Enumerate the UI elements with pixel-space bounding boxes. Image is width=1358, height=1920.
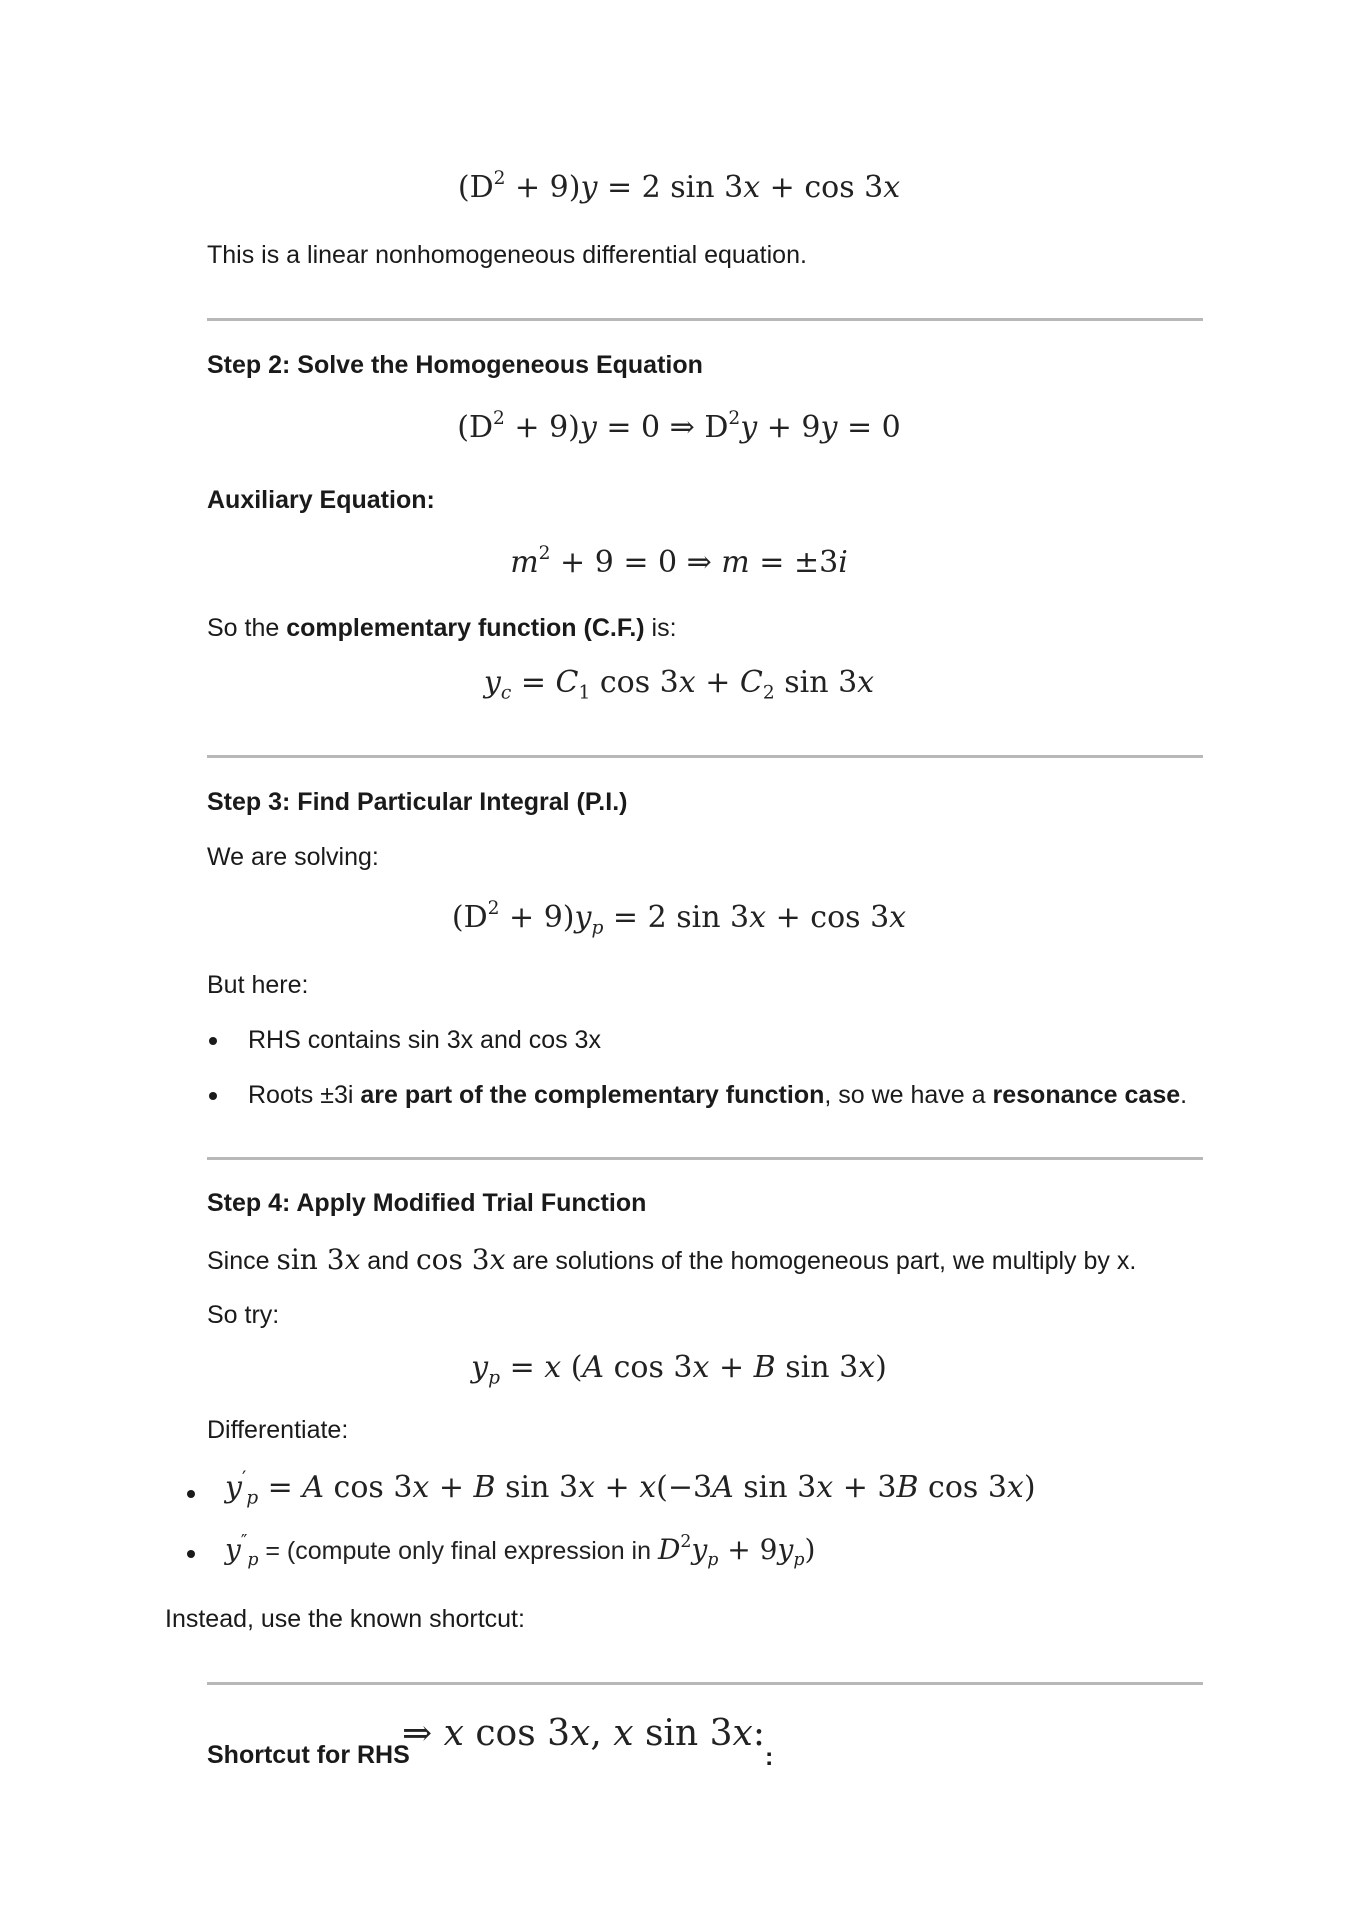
bullet-dot xyxy=(209,1092,217,1100)
divider xyxy=(207,1682,1203,1685)
trial-function-equation: $y_p = x$ (A cos 3x + B sin 3x) xyxy=(471,1350,887,1389)
divider xyxy=(207,755,1203,758)
intro-text: This is a linear nonhomogeneous differential equation. xyxy=(207,241,807,269)
bullet-item-roots: Roots ±3i are part of the complementary function, so we have a resonance case. xyxy=(248,1081,1188,1109)
since-text: Since sin 3x and cos 3x are solutions of the homogeneous part, we multiply by x. xyxy=(207,1243,1137,1276)
but-here-label: But here: xyxy=(207,971,309,999)
so-try-label: So try: xyxy=(207,1301,280,1329)
divider xyxy=(207,318,1203,321)
particular-equation: $(D^2 + 9)y_p = 2$ sin 3x + cos 3x xyxy=(451,897,907,939)
differential-equation: $(D^2 + 9)y = 2$ sin 3x + cos 3x xyxy=(457,167,901,205)
shortcut-label: Shortcut for RHS xyxy=(207,1741,410,1769)
shortcut-intro-text: Instead, use the known shortcut: xyxy=(165,1605,525,1633)
step-4-heading: Step 4: Apply Modified Trial Function xyxy=(207,1189,647,1217)
second-derivative-equation: $y''_p$ = (compute only final expression in $D^2y_p + 9y_p$) xyxy=(225,1531,816,1571)
bullet-item-rhs: RHS contains sin 3x and cos 3x xyxy=(248,1026,601,1054)
step-3-heading: Step 3: Find Particular Integral (P.I.) xyxy=(207,788,628,816)
shortcut-expression: ⇒ x cos 3x, x sin 3x: xyxy=(402,1713,765,1754)
differentiate-label: Differentiate: xyxy=(207,1416,349,1444)
solving-label: We are solving: xyxy=(207,843,379,871)
auxiliary-equation-label: Auxiliary Equation: xyxy=(207,486,435,514)
step-2-heading: Step 2: Solve the Homogeneous Equation xyxy=(207,351,703,379)
bullet-dot xyxy=(209,1037,217,1045)
cf-intro-text: So the complementary function (C.F.) is: xyxy=(207,614,677,642)
homogeneous-equation: $(D^2 + 9)y = 0$ ⇒ $D^2y + 9y = 0$ xyxy=(457,407,901,445)
complementary-function-equation: $y_c = C_1$ $\cos 3x + C_2$ sin 3x xyxy=(483,665,875,704)
first-derivative-equation: $y'_p = A$ cos 3x + B sin 3x + x(−3A sin 3x + 3B cos 3x) xyxy=(225,1467,1036,1509)
bullet-dot xyxy=(187,1550,195,1558)
bullet-dot xyxy=(187,1490,195,1498)
auxiliary-equation: $m^2 + 9 = 0$ ⇒ m = ±3i xyxy=(510,542,848,580)
shortcut-trailing-colon: : xyxy=(765,1743,774,1771)
divider xyxy=(207,1157,1203,1160)
